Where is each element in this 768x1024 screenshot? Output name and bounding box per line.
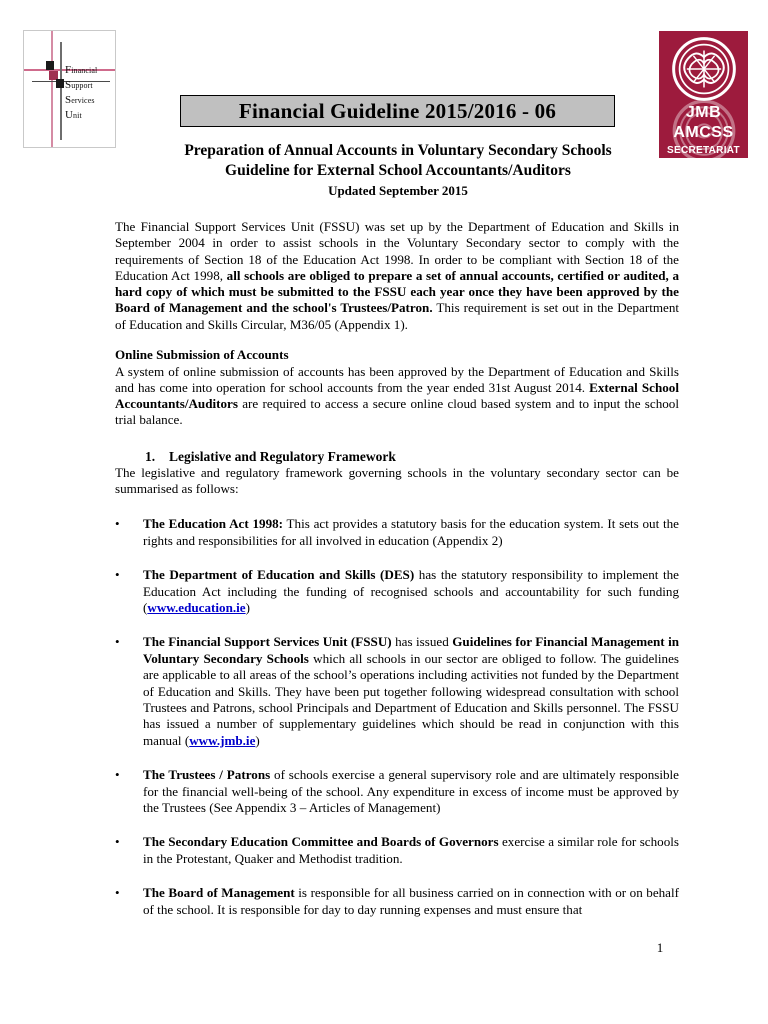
fssu-word-support: Support	[65, 79, 93, 91]
bullet-4-text: of schools exercise a general supervisory role and are ultimately responsible for the financial well-being of the school. Any expenditure in excess of income must be approved by the Trustees (See Appendix 3 – Articles of Management)	[143, 767, 679, 816]
list-item	[115, 767, 679, 816]
bullet-4-lead: The Trustees / Patrons	[143, 767, 271, 783]
fssu-word-financial: Financial	[65, 64, 98, 76]
subtitle-line-2: Guideline for External School Accountants/Auditors	[225, 162, 571, 179]
bullet-icon: •	[115, 567, 120, 583]
intro-text-bold: all schools are obliged to prepare a set of annual accounts, certified or audited, a hard copy of which must be submitted to the FSSU each year once they have been approved by the Board of Management and the school's Trustees/Patron.	[115, 267, 679, 316]
section-1-heading	[115, 448, 679, 465]
bullet-2-text: has the statutory responsibility to implement the Education Act including the funding of recognised schools and accountability for such funding (	[143, 567, 679, 615]
bullet-1-lead: The Education Act 1998:	[143, 516, 284, 532]
bullet-2-lead: The Department of Education and Skills (DES)	[143, 567, 415, 583]
bullet-2-text-after: )	[245, 599, 250, 615]
section-1-number: 1.	[145, 448, 156, 464]
bullet-icon: •	[115, 516, 120, 532]
fssu-word-unit: Unit	[65, 109, 82, 121]
list-item	[115, 834, 679, 867]
bullet-5-lead: The Secondary Education Committee and Boards of Governors	[143, 834, 499, 850]
amcss-label: AMCSS	[673, 124, 734, 141]
list-item	[115, 885, 679, 918]
bullet-3-lead: The Financial Support Services Unit (FSSU)	[143, 634, 392, 650]
jmb-label: JMB	[685, 104, 722, 121]
bullet-3-text-mid2: which all schools in our sector are obliged to follow. The guidelines are applicable to all areas of the school’s operations including activities not funded by the Department of Education and Skills. They have been put together following widespread consultation with school Trustees and Patrons, school Principals and Department of Education and Skills personnel. The FSSU has issued a number of supplementary guidelines which should be read in conjunction with this manual (	[143, 650, 679, 748]
bullet-icon: •	[115, 885, 120, 901]
jmb-amcss-logo	[659, 31, 748, 158]
fssu-vertical-pink-line	[51, 31, 53, 148]
section-1-intro: The legislative and regulatory framework governing schools in the voluntary secondary sector can be summarised as follows:	[115, 464, 679, 497]
bullet-3-text-mid1: has issued	[391, 634, 453, 650]
guideline-title-box	[180, 95, 615, 127]
bullet-5-text: exercise a similar role for schools in the Protestant, Quaker and Methodist tradition.	[143, 834, 679, 866]
intro-text-part1: The Financial Support Services Unit (FSSU) was set up by the Department of Education and Skills in September 2004 in order to assist schools in the Voluntary Secondary sector to comply with the requirements of Section 18 of the Education Act 1998. In order to be compliant with Section 18 of the Education Act 1998,	[115, 219, 679, 283]
fssu-square-top	[46, 61, 54, 70]
list-item	[115, 516, 679, 549]
fssu-logo-wordmark	[65, 63, 116, 123]
bullet-6-text: is responsible for all business carried on in connection with or on behalf of the school. It is responsible for day to day running expenses and must ensure that	[143, 885, 679, 917]
intro-text-part2: This requirement is set out in the Department of Education and Skills Circular, M36/05 (Appendix 1).	[115, 300, 680, 332]
online-submission-bold: External School Accountants/Auditors	[115, 379, 679, 412]
page-number: 1	[656, 940, 664, 955]
page-title: Financial Guideline 2015/2016 - 06	[238, 98, 557, 123]
list-item	[115, 567, 679, 616]
bullet-3-text-after: )	[255, 732, 260, 748]
subtitle-line-1: Preparation of Annual Accounts in Voluntary Secondary Schools	[184, 142, 612, 159]
bullet-icon: •	[115, 834, 120, 850]
fssu-vertical-gray-line	[60, 42, 62, 140]
section-1-title: Legislative and Regulatory Framework	[169, 448, 396, 464]
document-body	[115, 219, 679, 918]
celtic-knot-icon	[671, 36, 737, 102]
document-subtitles	[116, 141, 680, 200]
subtitle-line-3: Updated September 2015	[328, 183, 468, 198]
bullet-icon: •	[115, 767, 120, 783]
fssu-word-services: Services	[65, 94, 95, 106]
fssu-square-bottom	[56, 79, 64, 88]
intro-paragraph	[115, 219, 679, 333]
online-submission-part1: A system of online submission of accounts has been approved by the Department of Education and Skills and has come into operation for school accounts from the year ended 31st August 2014.	[115, 363, 679, 395]
online-submission-part2: are required to access a secure online cloud based system and to input the school trial balance.	[115, 396, 679, 428]
online-submission-paragraph	[115, 364, 679, 429]
bullet-1-text: This act provides a statutory basis for the education system. It sets out the rights and responsibilities for all involved in education (Appendix 2)	[143, 516, 679, 548]
bullet-6-lead: The Board of Management	[143, 885, 295, 901]
framework-bullet-list	[115, 516, 679, 918]
bullet-icon: •	[115, 634, 120, 650]
online-submission-heading: Online Submission of Accounts	[115, 347, 289, 363]
secretariat-label: SECRETARIAT	[667, 145, 740, 156]
bullet-3-bold-mid: Guidelines for Financial Management in Voluntary Secondary Schools	[143, 634, 679, 666]
education-ie-link[interactable]: www.education.ie	[147, 599, 246, 615]
list-item	[115, 634, 679, 749]
jmb-ie-link[interactable]: www.jmb.ie	[189, 732, 256, 748]
fssu-logo	[23, 30, 116, 148]
